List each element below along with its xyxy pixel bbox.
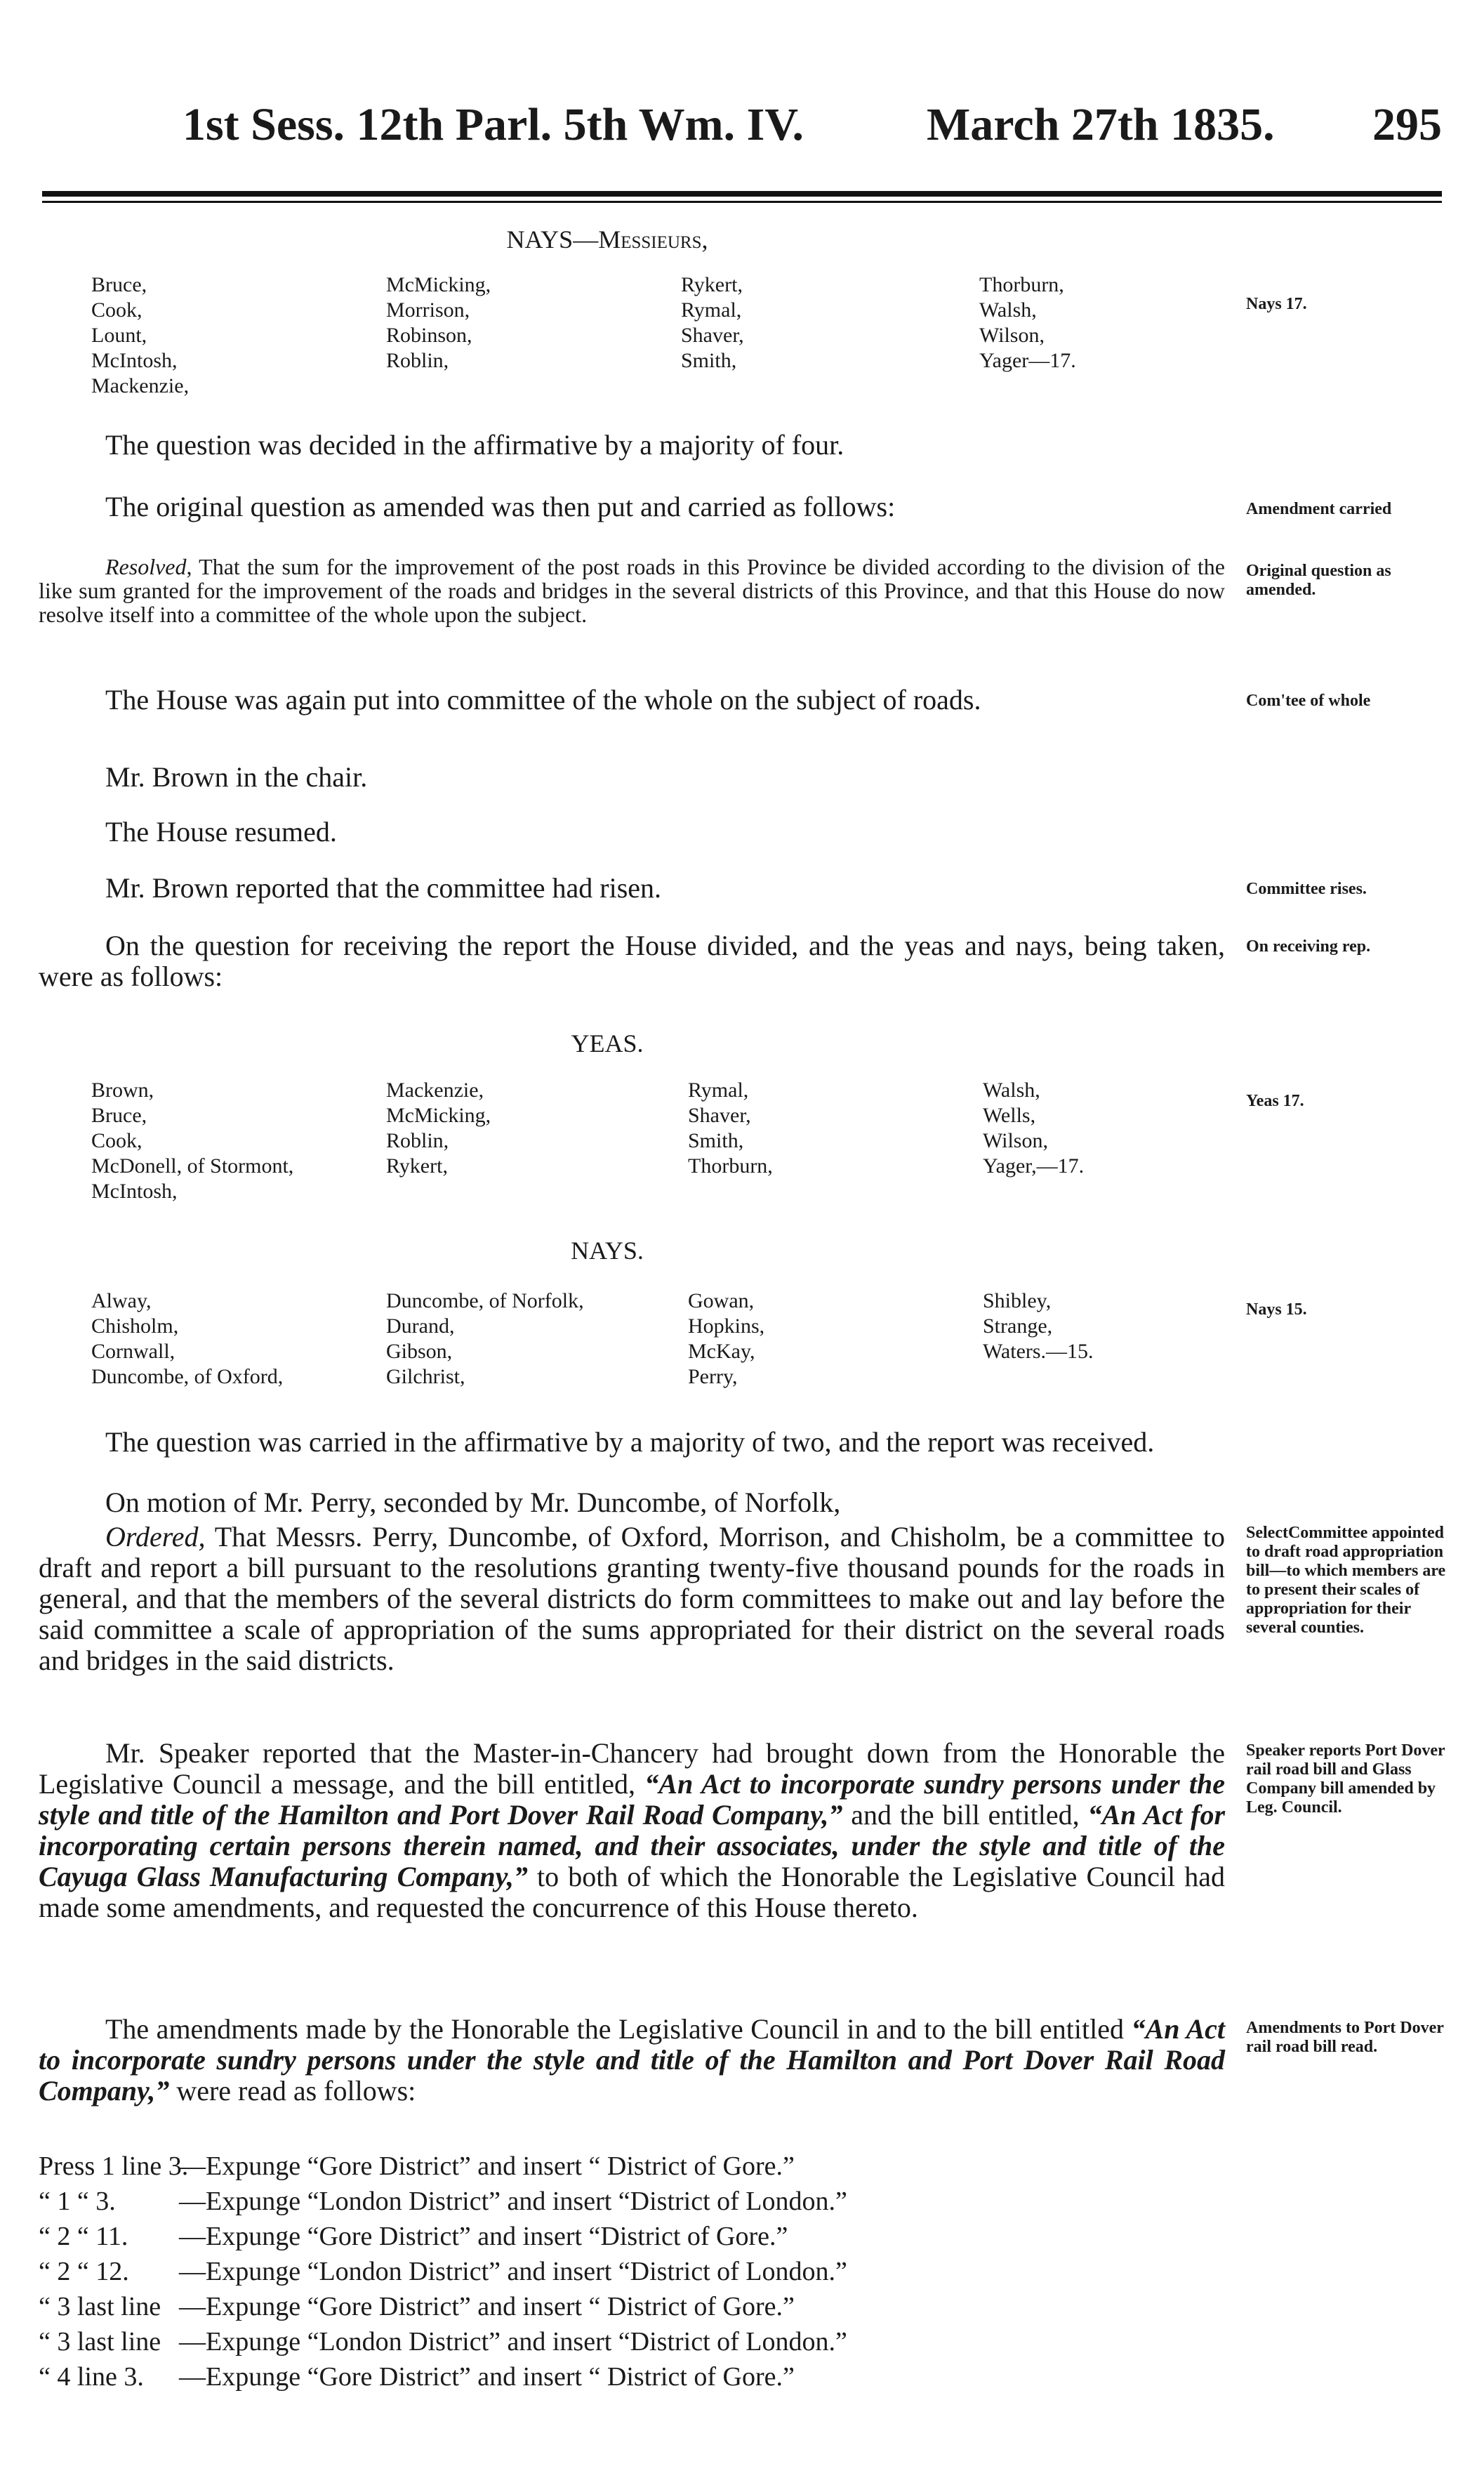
header-rule-thick (42, 191, 1442, 197)
member-name: Duncombe, of Oxford, (91, 1365, 284, 1388)
member-name: Rymal, (688, 1079, 749, 1102)
member-name: Shaver, (681, 324, 744, 347)
first-nays-col-4 (979, 272, 1076, 374)
nays-messieurs-heading: NAYS—Messieurs, (506, 225, 708, 253)
member-name: Roblin, (386, 349, 449, 372)
amendment-text: —Expunge “London District” and insert “District of London.” (179, 2257, 847, 2286)
member-name: McIntosh, (91, 1180, 178, 1203)
margin-note-yeas-17: Yeas 17. (1246, 1092, 1304, 1110)
amendment-row (39, 2254, 1232, 2289)
member-name: Duncombe, of Norfolk, (386, 1289, 584, 1312)
yeas-col-1 (91, 1078, 293, 1204)
member-name: McIntosh, (91, 349, 178, 372)
yeas-list (91, 1078, 1214, 1218)
margin-note-nays-15: Nays 15. (1246, 1300, 1307, 1319)
amendment-row (39, 2359, 1232, 2394)
amendments-text-b: were read as follows: (169, 2075, 416, 2107)
para-chair: Mr. Brown in the chair. (105, 761, 368, 793)
bill-title-port-dover: “An Act to incorporate sundry persons under the style and title of the Hamilton and Port Dover Rail Road Company,” (39, 1768, 1226, 1831)
member-name: Bruce, (91, 273, 147, 296)
ordered-lead: Ordered, (105, 1521, 206, 1553)
member-name: Shibley, (983, 1289, 1052, 1312)
para-reported: Mr. Brown reported that the committee had risen. (105, 872, 662, 904)
amendments-bill-title: “An Act to incorporate sundry persons under the style and title of the Hamilton and Port Dover Rail Road Company,” (39, 2013, 1225, 2107)
para-committee-whole: The House was again put into committee of the whole on the subject of roads. (105, 684, 981, 716)
amendment-ref: “ 2 “ 12. (39, 2257, 129, 2286)
member-name: Yager—17. (979, 349, 1076, 372)
para-ordered (39, 1522, 1225, 1676)
member-name: Rykert, (681, 273, 743, 296)
member-name: Yager,—17. (983, 1154, 1085, 1178)
member-name: Rymal, (681, 298, 742, 322)
member-name: Mackenzie, (91, 374, 190, 397)
member-name: Robinson, (386, 324, 472, 347)
member-name: Shaver, (688, 1104, 751, 1127)
amendment-text: —Expunge “Gore District” and insert “ District of Gore.” (179, 2362, 795, 2392)
para-motion: On motion of Mr. Perry, seconded by Mr. Duncombe, of Norfolk, (105, 1487, 841, 1518)
member-name: Wilson, (979, 324, 1045, 347)
member-name: Smith, (688, 1129, 744, 1152)
amendment-text: —Expunge “Gore District” and insert “ District of Gore.” (179, 2151, 795, 2181)
margin-note-amendment-carried: Amendment carried (1246, 500, 1392, 518)
member-name: McKay, (688, 1340, 755, 1363)
resolved-text: , That the sum for the improvement of the post roads in this Province be divided according to the division of the like sum granted for the improvement of the roads and bridges in the several districts of this Province, and that this House do now resolve itself into a committee of the whole upon the subject. (39, 554, 1225, 627)
margin-note-select-committee: SelectCommittee appointed to draft road appropriation bill—to which members are to present their scales of appropriation for their several counties. (1246, 1524, 1446, 1637)
first-nays-col-2 (386, 272, 491, 374)
member-name: Bruce, (91, 1104, 147, 1127)
member-name: Mackenzie, (386, 1079, 484, 1102)
first-nays-col-1 (91, 272, 189, 399)
amendment-ref: “ 3 last line (39, 2292, 161, 2321)
amendment-ref: Press 1 line 3. (39, 2151, 189, 2181)
para-resolved (39, 555, 1225, 626)
para-amendments (39, 2014, 1225, 2107)
amendment-text: —Expunge “Gore District” and insert “District of Gore.” (179, 2222, 788, 2251)
nays-col-2 (386, 1288, 584, 1390)
member-name: Lount, (91, 324, 147, 347)
member-name: Walsh, (983, 1079, 1040, 1102)
margin-note-committee-whole: Com'tee of whole (1246, 692, 1371, 710)
member-name: Smith, (681, 349, 737, 372)
margin-note-receiving-report: On receiving rep. (1246, 937, 1371, 956)
amendment-ref: “ 1 “ 3. (39, 2187, 116, 2216)
member-name: Cook, (91, 298, 143, 322)
para-question-receiving: On the question for receiving the report the House divided, and the yeas and nays, being taken, were as follows: (39, 930, 1225, 992)
member-name: Thorburn, (979, 273, 1064, 296)
amendment-row (39, 2184, 1232, 2219)
member-name: Strange, (983, 1314, 1053, 1338)
speaker-text-b: and the bill entitled, (842, 1799, 1088, 1831)
member-name: McMicking, (386, 1104, 491, 1127)
amendment-list (39, 2149, 1232, 2394)
nays-heading: NAYS. (571, 1237, 644, 1265)
margin-note-nays-17: Nays 17. (1246, 295, 1307, 313)
bill-title-cayuga-glass: “An Act for incorporating certain persons therein named, and their associates, under the style and title of the Cayuga Glass Manufacturing Company,” (39, 1799, 1226, 1892)
member-name: McMicking, (386, 273, 491, 296)
member-name: Gibson, (386, 1340, 453, 1363)
member-name: Chisholm, (91, 1314, 179, 1338)
ordered-text: That Messrs. Perry, Duncombe, of Oxford, Morrison, and Chisholm, be a committee to draft and report a bill pursuant to the resolutions granting twenty-five thousand pounds for the roads in general, and that the members of the several districts do form committees to make out and lay before the said committee a scale of appropriation of the sums appropriated for their district on the several roads and bridges in the said districts. (39, 1521, 1225, 1676)
yeas-heading: YEAS. (571, 1029, 644, 1057)
nays-col-1 (91, 1288, 283, 1390)
member-name: Gilchrist, (386, 1365, 465, 1388)
amendment-text: —Expunge “London District” and insert “District of London.” (179, 2187, 847, 2216)
member-name: Durand, (386, 1314, 455, 1338)
member-name: Thorburn, (688, 1154, 773, 1178)
member-name: Alway, (91, 1289, 152, 1312)
para-resumed: The House resumed. (105, 816, 337, 848)
member-name: Roblin, (386, 1129, 449, 1152)
member-name: Gowan, (688, 1289, 755, 1312)
member-name: Morrison, (386, 298, 470, 322)
amendment-text: —Expunge “Gore District” and insert “ District of Gore.” (179, 2292, 795, 2321)
member-name: Waters.—15. (983, 1340, 1094, 1363)
para-speaker-report (39, 1738, 1225, 1923)
amendments-text-a: The amendments made by the Honorable the Legislative Council in and to the bill entitled (105, 2013, 1132, 2045)
member-name: Brown, (91, 1079, 154, 1102)
member-name: Wells, (983, 1104, 1036, 1127)
member-name: Wilson, (983, 1129, 1048, 1152)
amendment-ref: “ 4 line 3. (39, 2362, 144, 2392)
nays-list (91, 1288, 1214, 1401)
member-name: Perry, (688, 1365, 738, 1388)
amendment-ref: “ 2 “ 11. (39, 2222, 128, 2251)
member-name: Rykert, (386, 1154, 448, 1178)
para-decided: The question was decided in the affirmative by a majority of four. (105, 429, 844, 461)
speaker-text-c: to both of which the Honorable the Legislative Council had made some amendments, and requested the concurrence of this House thereto. (39, 1861, 1225, 1923)
member-name: Cook, (91, 1129, 143, 1152)
para-carried: The question was carried in the affirmative by a majority of two, and the report was received. (105, 1426, 1155, 1458)
margin-note-committee-rises: Committee rises. (1246, 880, 1367, 898)
yeas-col-2 (386, 1078, 491, 1179)
page-number: 295 (1372, 99, 1442, 150)
nays-col-3 (688, 1288, 764, 1390)
para-original-question: The original question as amended was then put and carried as follows: (105, 491, 896, 522)
amendment-row (39, 2219, 1232, 2254)
speaker-text-a: Mr. Speaker reported that the Master-in-Chancery had brought down from the Honorable the Legislative Council a message, and the bill entitled, (39, 1737, 1225, 1800)
amendment-text: —Expunge “London District” and insert “District of London.” (179, 2327, 847, 2357)
first-nays-col-3 (681, 272, 744, 374)
nays-col-4 (983, 1288, 1094, 1364)
member-name: Walsh, (979, 298, 1037, 322)
member-name: Cornwall, (91, 1340, 175, 1363)
resolved-lead: Resolved (105, 554, 187, 579)
first-nays-list (91, 272, 1214, 413)
date-heading: March 27th 1835. (927, 99, 1275, 150)
header-rule-thin (42, 201, 1442, 203)
yeas-col-4 (983, 1078, 1084, 1179)
amendment-row (39, 2149, 1232, 2184)
margin-note-speaker-reports: Speaker reports Port Dover rail road bill and Glass Company bill amended by Leg. Council. (1246, 1741, 1445, 1817)
margin-note-amendments-read: Amendments to Port Dover rail road bill read. (1246, 2019, 1444, 2056)
member-name: Hopkins, (688, 1314, 765, 1338)
margin-note-original-question: Original question as amended. (1246, 562, 1391, 599)
yeas-col-3 (688, 1078, 773, 1179)
session-heading: 1st Sess. 12th Parl. 5th Wm. IV. (183, 99, 804, 150)
member-name: McDonell, of Stormont, (91, 1154, 294, 1178)
amendment-ref: “ 3 last line (39, 2327, 161, 2357)
amendment-row (39, 2289, 1232, 2324)
running-header (161, 84, 1442, 150)
amendment-row (39, 2324, 1232, 2359)
